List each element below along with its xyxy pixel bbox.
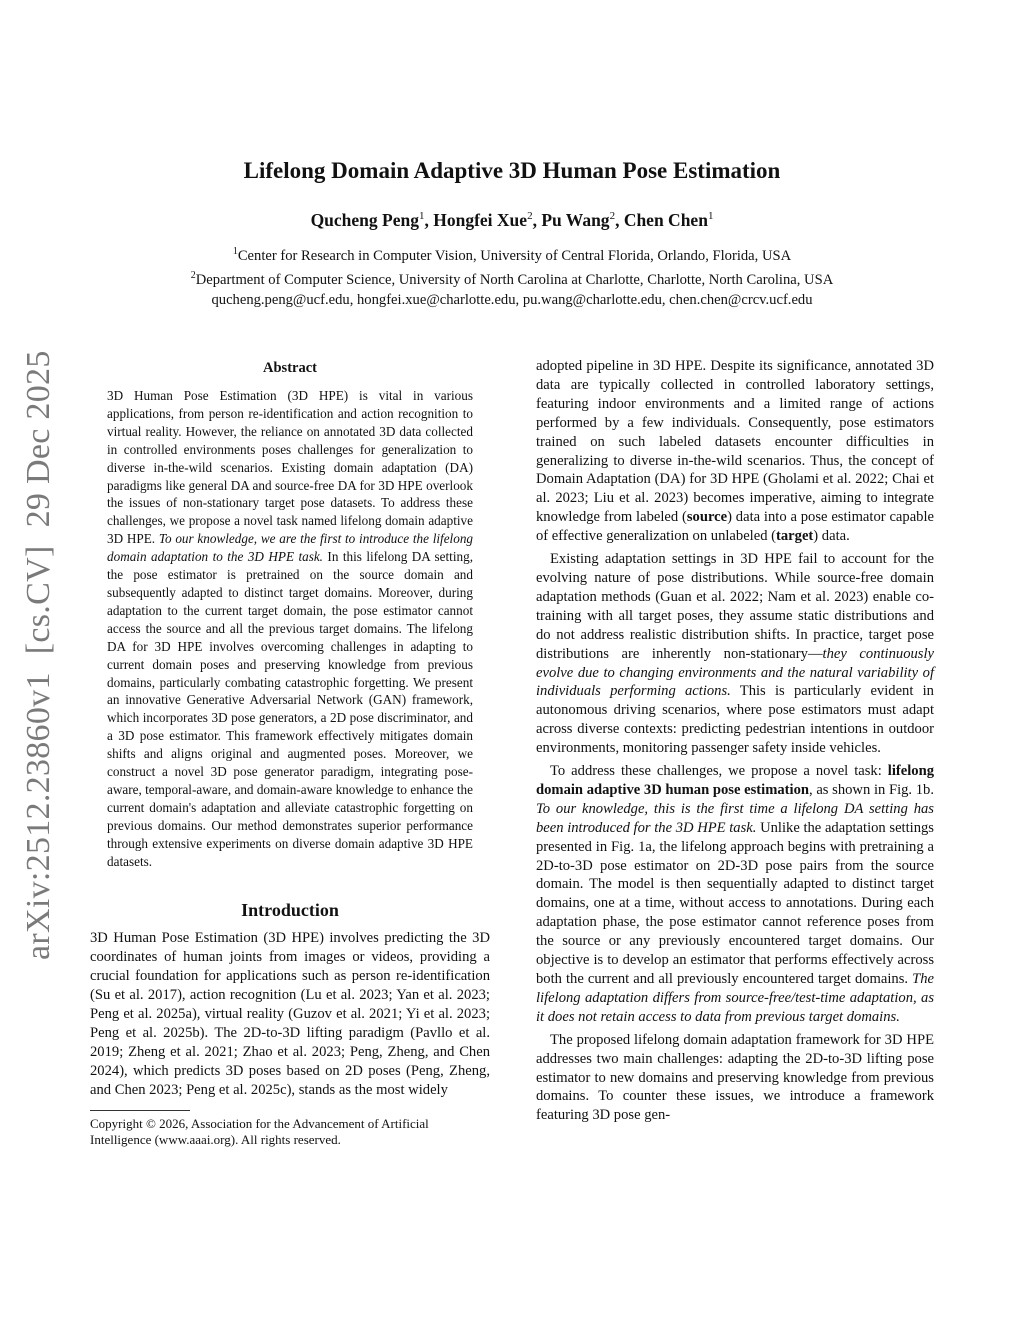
author-affil-mark: 2	[527, 210, 533, 223]
affiliation-line	[0, 266, 1024, 290]
affiliation-text: Center for Research in Computer Vision, University of Central Florida, Orlando, Florida, USA	[237, 247, 792, 264]
abstract-text: In this lifelong DA setting, the pose estimator is pretrained on the source domain and subsequently adapted to distinct target domains. Moreover, during adaptation to the current target domain, the pose estimator cannot access the source and all the previous target domains. The lifelong DA for 3D HPE involves overcoming challenges in adapting to current domain poses and preserving knowledge from previous domains, particularly combating catastrophic forgetting. We present an innovative Generative Adversarial Network (GAN) framework, which incorporates 3D pose generators, a 2D pose discriminator, and a 3D pose estimator. This framework effectively mitigates domain shifts and aligns original and augmented poses. Moreover, we construct a novel 3D pose generator paradigm, integrating pose-aware, temporal-aware, and domain-aware knowledge to enhance the current domain's adaptation and alleviate catastrophic forgetting on previous domains. Our method demonstrates superior performance through extensive experiments on diverse domain adaptive 3D HPE datasets.	[107, 549, 473, 869]
author-separator: ,	[532, 210, 542, 230]
affiliation-mark: 2	[190, 269, 196, 281]
para-italic: The lifelong adaptation differs from source-free/test-time adaptation, as it does not retain access to data from previous target domains.	[536, 971, 934, 1025]
para-bold: lifelong domain adaptive 3D human pose estimation	[536, 763, 934, 798]
para-text: adopted pipeline in 3D HPE. Despite its significance, annotated 3D data are typically collected in controlled laboratory settings, featuring indoor environments and a limited range of actions performed by a few individuals. Consequently, pose estimators trained on such labeled datasets encounter difficulties in generalizing to diverse in-the-wild scenarios. Thus, the concept of Domain Adaptation (DA) for 3D HPE (Gholami et al. 2022; Chai et al. 2023; Liu et al. 2023) becomes imperative, aiming to integrate knowledge from labeled (	[536, 358, 934, 526]
para-italic: To our knowledge, this is the first time a lifelong DA setting has been introduced for the 3D HPE task.	[536, 800, 934, 836]
author-name: Chen Chen	[623, 210, 708, 230]
arxiv-stamp	[20, 332, 58, 960]
author-name: Qucheng Peng	[310, 210, 419, 230]
author-list	[0, 210, 1024, 231]
affiliation-mark: 1	[232, 246, 238, 257]
para-text: Existing adaptation settings in 3D HPE fail to account for the evolving nature of pose distributions. While source-free domain adaptation methods (Guan et al. 2022; Nam et al. 2023) enable co-training with all target poses, they assume static distributions and do not address realistic distribution shifts. In practice, target pose distributions are inherently non-stationary—	[536, 551, 934, 662]
paper-title: Lifelong Domain Adaptive 3D Human Pose Estimation	[243, 158, 781, 183]
footnote-line: Copyright © 2026, Association for the Advancement of Artificial	[90, 1115, 429, 1131]
para-text: , as shown in Fig. 1b.	[809, 781, 934, 798]
author-name: Pu Wang	[541, 210, 610, 230]
left-column	[90, 360, 490, 1149]
affiliation-line	[0, 242, 1024, 266]
para-text: ) data into a pose estimator capable of effective generalization on unlabeled (	[536, 509, 934, 545]
para-text: Unlike the adaptation settings presented in Fig. 1a, the lifelong approach begins with pretraining a 2D-to-3D pose estimator on 2D-3D pose pairs from the source domain. The model is then sequentially adapted to distinct target domains, one at a time, without access to annotations. During each adaptation phase, the pose estimator cannot reference poses from the source or any previously encountered target domains. Our objective is to develop an estimator that performs effectively across both the current and all previously encountered target domains.	[536, 819, 934, 987]
affiliations	[0, 242, 1024, 310]
intro-paragraph-2	[536, 550, 934, 758]
arxiv-date: 29 Dec 2025	[20, 350, 57, 528]
author-emails: qucheng.peng@ucf.edu, hongfei.xue@charlotte.edu, pu.wang@charlotte.edu, chen.chen@crcv.ucf.edu	[211, 291, 813, 308]
para-text: ) data.	[813, 528, 850, 545]
footnote-divider	[90, 1110, 190, 1111]
author-separator: ,	[424, 210, 434, 230]
para-text: To address these challenges, we propose a novel task:	[550, 763, 888, 780]
footnote-line: Intelligence (www.aaai.org). All rights reserved.	[90, 1132, 341, 1148]
para-italic: they continuously evolve due to changing environments and the natural variability of individuals performing actions.	[536, 645, 934, 700]
para-text: This is particularly evident in autonomous driving scenarios, where pose estimators must adapt across diverse contexts: predicting pedestrian intentions in outdoor environments, monitoring passenger safety inside vehicles.	[536, 683, 934, 757]
abstract-text: 3D Human Pose Estimation (3D HPE) is vital in various applications, from person re-identification and action recognition to virtual reality. However, the reliance on annotated 3D data collected in controlled environments poses challenges for generalization to diverse in-the-wild scenarios. Existing domain adaptation (DA) paradigms like general DA and source-free DA for 3D HPE overlook the issues of non-stationary target pose datasets. To address these challenges, we propose a novel task named lifelong domain adaptive 3D HPE.	[107, 388, 473, 547]
para-bold: source	[686, 509, 728, 526]
copyright-footnote	[90, 1116, 490, 1149]
intro-paragraph-1: 3D Human Pose Estimation (3D HPE) involves predicting the 3D coordinates of human joints from images or videos, providing a crucial foundation for applications such as person re-identification (Su et al. 2017), action recognition (Lu et al. 2023; Yan et al. 2023; Peng et al. 2025a), virtual reality (Guzov et al. 2021; Yi et al. 2023; Peng et al. 2025b). The 2D-to-3D lifting paradigm (Pavllo et al. 2019; Zheng et al. 2021; Zhao et al. 2023; Peng, Zheng, and Chen 2024), which predicts 3D poses based on 2D poses (Peng, Zheng, and Chen 2023; Peng et al. 2025c), stands as the most widely	[90, 930, 490, 1098]
author-affil-mark: 1	[707, 210, 714, 223]
affiliation-text: Department of Computer Science, University of North Carolina at Charlotte, Charlotte, North Carolina, USA	[195, 271, 834, 288]
arxiv-id: arXiv:2512.23860v1	[20, 672, 57, 960]
author-separator: ,	[615, 210, 624, 230]
intro-paragraph-1-continued	[536, 357, 934, 546]
introduction-heading: Introduction	[241, 900, 339, 921]
para-bold: target	[776, 528, 814, 545]
intro-paragraph-4: The proposed lifelong domain adaptation framework for 3D HPE addresses two main challenges: adapting the 2D-to-3D lifting pose estimator to new domains and preserving knowledge from previous domains. To counter these issues, we introduce a framework featuring 3D pose gen-	[536, 1031, 934, 1124]
abstract-italic: To our knowledge, we are the first to introduce the lifelong domain adaptation to the 3D HPE task.	[107, 531, 474, 565]
author-affil-mark: 2	[609, 210, 616, 223]
arxiv-category: [cs.CV]	[20, 545, 57, 655]
author-name: Hongfei Xue	[433, 210, 528, 230]
abstract-body	[107, 387, 473, 870]
intro-paragraph-3	[536, 762, 934, 1027]
abstract-heading: Abstract	[263, 360, 317, 376]
right-column	[536, 357, 934, 1125]
author-affil-mark: 1	[418, 210, 425, 223]
